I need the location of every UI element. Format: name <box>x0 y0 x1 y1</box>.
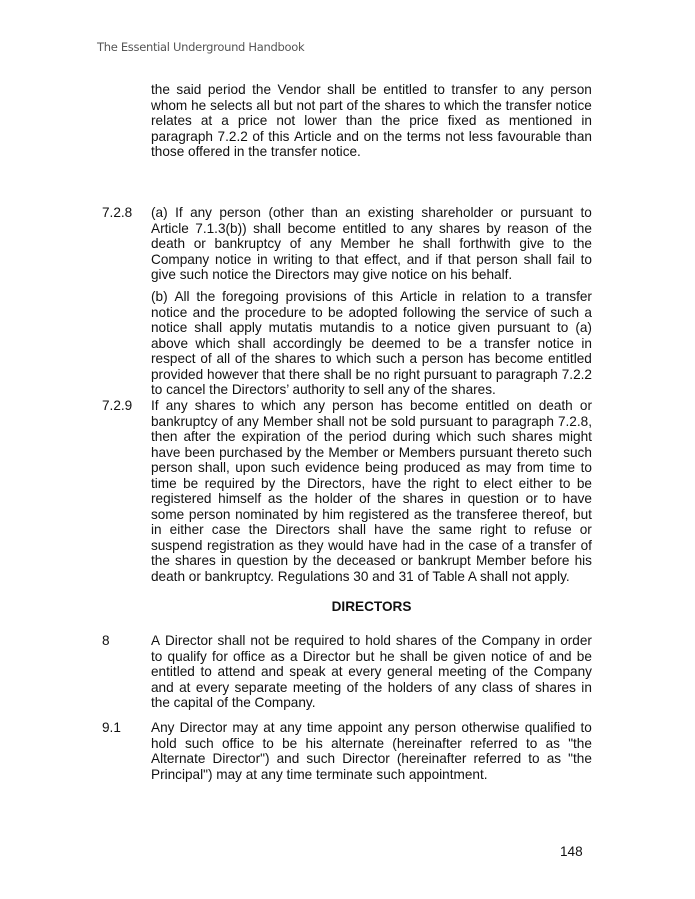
text-line: person shall, upon such evidence being produced as may from time to <box>151 460 592 475</box>
paragraph <box>151 289 592 398</box>
text-line: above which shall accordingly be deemed to be a transfer notice in <box>151 335 592 351</box>
text-line: registered himself as the holder of the shares in question or to have <box>151 491 592 506</box>
paragraph <box>151 720 592 782</box>
text-line: Any Director may at any time appoint any person otherwise qualified to <box>151 720 592 735</box>
text-line: Alternate Director") and such Director (hereinafter referred to as "the <box>151 751 592 766</box>
paragraph <box>151 633 592 711</box>
text-line: Company notice in writing to that effect, and if that person shall fail to <box>151 251 592 267</box>
text-line: hold such office to be his alternate (hereinafter referred to as "the <box>151 735 592 751</box>
text-line: A Director shall not be required to hold shares of the Company in order <box>151 633 592 648</box>
text-line: notice shall apply mutatis mutandis to a notice given pursuant to (a) <box>151 320 592 335</box>
text-line: then after the expiration of the period during which such shares might <box>151 429 592 444</box>
text-line: whom he selects all but not part of the shares to which the transfer notice <box>151 97 592 113</box>
text-line: death or bankruptcy. Regulations 30 and 31 of Table A shall not apply. <box>151 568 570 584</box>
text-line: have been purchased by the Member or Members pursuant thereto such <box>151 444 592 460</box>
text-line: give such notice the Directors may give notice on his behalf. <box>151 267 513 282</box>
text-line: Principal") may at any time terminate such appointment. <box>151 766 488 782</box>
text-line: relates at a price not lower than the price fixed as mentioned in <box>151 113 592 128</box>
text-line: the shares in question by the deceased or bankrupt Member before his <box>151 553 592 568</box>
text-line: (b) All the foregoing provisions of this Article in relation to a transfer <box>151 289 592 304</box>
text-line: entitled to attend and speak at every general meeting of the Company <box>151 664 592 679</box>
text-line: and at every separate meeting of the holders of any class of shares in <box>151 679 592 695</box>
text-line: the capital of the Company. <box>151 695 316 710</box>
page-number: 148 <box>560 844 583 859</box>
clause-number: 9.1 <box>102 720 121 735</box>
text-line: death or bankruptcy of any Member he shall forthwith give to the <box>151 236 592 251</box>
text-line: (a) If any person (other than an existing shareholder or pursuant to <box>151 205 592 220</box>
text-line: suspend registration as they would have had in the case of a transfer of <box>151 537 592 553</box>
text-line: to cancel the Directors’ authority to sell any of the shares. <box>151 382 496 397</box>
text-line: in either case the Directors shall have the same right to refuse or <box>151 522 592 537</box>
text-line: to qualify for office as a Director but he shall be given notice of and be <box>151 648 592 664</box>
text-line: bankruptcy of any Member shall not be sold pursuant to paragraph 7.2.8, <box>151 413 592 429</box>
text-line: time be required by the Directors, have the right to elect either to be <box>151 475 592 491</box>
clause-number: 7.2.8 <box>102 205 133 220</box>
text-line: provided however that there shall be no right pursuant to paragraph 7.2.2 <box>151 366 592 382</box>
text-line: Article 7.1.3(b)) shall become entitled to any shares by reason of the <box>151 220 592 236</box>
text-line: those offered in the transfer notice. <box>151 144 361 159</box>
section-heading: DIRECTORS <box>331 599 412 614</box>
paragraph <box>151 205 592 283</box>
text-line: paragraph 7.2.2 of this Article and on the terms not less favourable than <box>151 128 592 144</box>
text-line: respect of all of the shares to which such a person has become entitled <box>151 351 592 366</box>
text-line: If any shares to which any person has become entitled on death or <box>151 398 592 413</box>
text-line: some person nominated by him registered as the transferee thereof, but <box>151 506 592 522</box>
text-line: notice and the procedure to be adopted following the service of such a <box>151 304 592 320</box>
clause-number: 7.2.9 <box>102 398 133 413</box>
paragraph <box>151 82 592 160</box>
paragraph <box>151 398 592 584</box>
clause-number: 8 <box>102 633 110 648</box>
text-line: the said period the Vendor shall be entitled to transfer to any person <box>151 82 592 97</box>
running-header: The Essential Underground Handbook <box>97 40 305 54</box>
